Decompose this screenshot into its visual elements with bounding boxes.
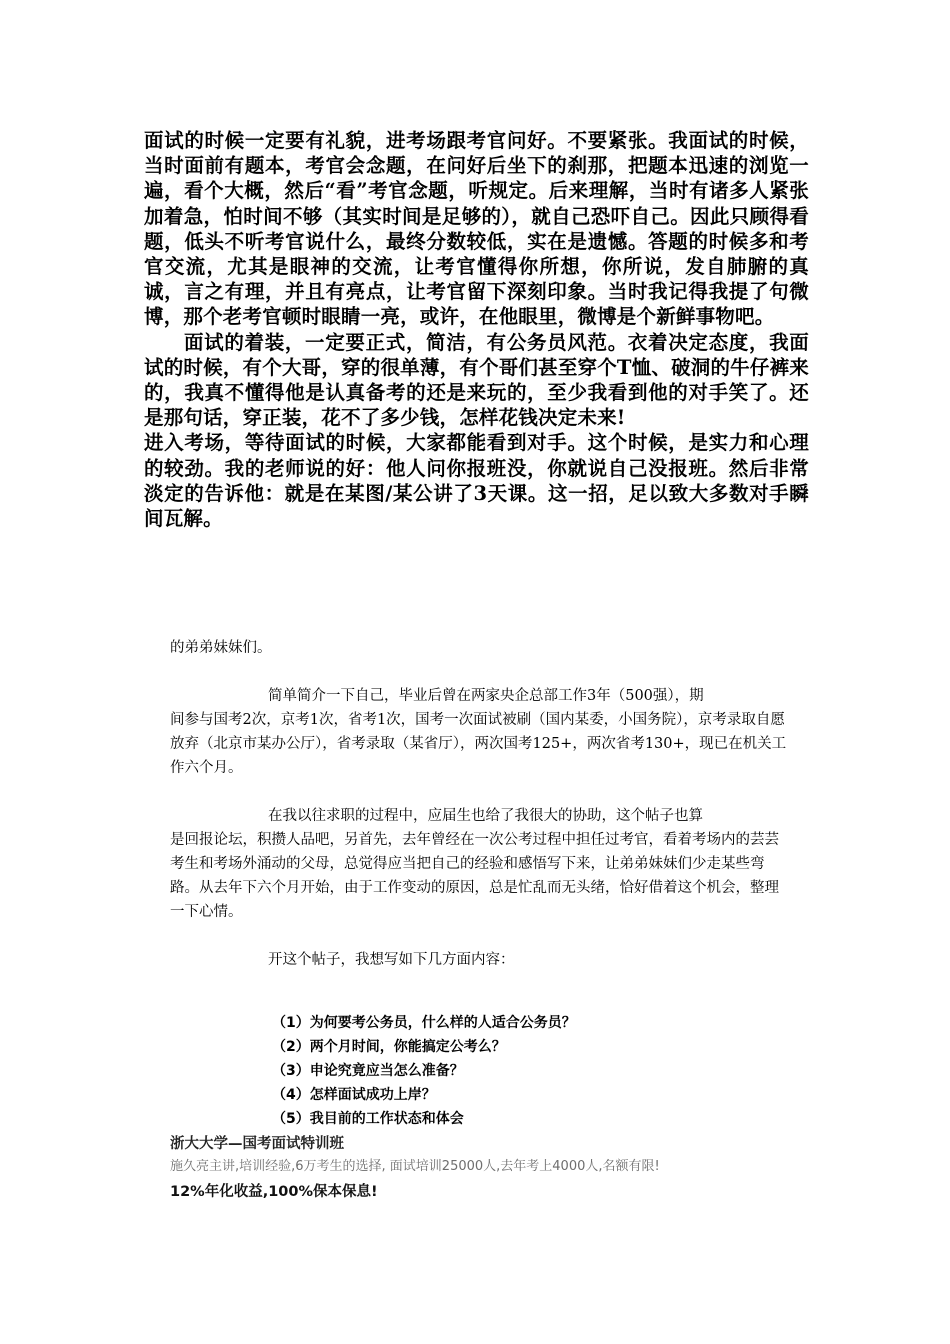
ad-title-link[interactable]: 浙大大学—国考面试特训班 <box>170 1136 344 1152</box>
topic-item: （1）为何要考公务员，什么样的人适合公务员？ <box>272 1015 576 1031</box>
paragraph-interview-attire: 面试的着装，一定要正式，简洁，有公务员风范。衣着决定态度，我面试的时候，有个大哥，穿的很单薄，有个哥们甚至穿个T恤、破洞的牛仔裤来的，我真不懂得他是认真备考的还是来玩的，至少我看到他的对手笑了。还是那句话，穿正装，花不了多少钱，怎样花钱决定未来! <box>144 330 809 430</box>
paragraph-plan: 开这个帖子，我想写如下几方面内容： <box>268 952 515 968</box>
topic-item: （3）申论究竟应当怎么准备？ <box>272 1063 464 1079</box>
ad-description: 施久亮主讲,培训经验,6万考生的选择, 面试培训25000人,去年考上4000人,名额有限! <box>170 1159 660 1174</box>
paragraph-reason-rest: 是回报论坛，积攒人品吧，另首先，去年曾经在一次公考过程中担任过考官，看着考场内的芸芸考生和考场外涌动的父母，总觉得应当把自己的经验和感悟写下来，让弟弟妹妹们少走某些弯路。从去年下六个月开始，由于工作变动的原因，总是忙乱而无头绪，恰好借着这个机会，整理一下心情。 <box>170 832 779 920</box>
interview-advice-section <box>144 128 809 531</box>
paragraph-opening: 的弟弟妹妹们。 <box>170 640 272 656</box>
topic-list <box>272 1011 576 1131</box>
paragraph-interview-etiquette: 面试的时候一定要有礼貌，进考场跟考官问好。不要紧张。我面试的时候，当时面前有题本，考官会念题，在问好后坐下的刹那，把题本迅速的浏览一遍，看个大概，然后“看”考官念题，听规定。后来理解，当时有诸多人紧张加着急，怕时间不够（其实时间是足够的），就自己恐吓自己。因此只顾得看题，低头不听考官说什么，最终分数较低，实在是遗憾。答题的时候多和考官交流，尤其是眼神的交流，让考官懂得你所想，你所说，发自肺腑的真诚，言之有理，并且有亮点，让考官留下深刻印象。当时我记得我提了句微博，那个老考官顿时眼睛一亮，或许，在他眼里，微博是个新鲜事物吧。 <box>144 129 809 329</box>
topic-item: （5）我目前的工作状态和体会 <box>272 1111 464 1127</box>
topic-item: （2）两个月时间，你能搞定公考么？ <box>272 1039 506 1055</box>
paragraph-intro-first-line: 简单简介一下自己，毕业后曾在两家央企总部工作3年（500强），期 <box>268 688 704 704</box>
forum-post-section <box>170 636 790 972</box>
advertisement-block <box>170 1133 790 1205</box>
ad-promo-link[interactable]: 12%年化收益,100%保本保息! <box>170 1184 378 1200</box>
paragraph-waiting-room: 进入考场，等待面试的时候，大家都能看到对手。这个时候，是实力和心理的较劲。我的老师说的好：他人问你报班没，你就说自己没报班。然后非常淡定的告诉他：就是在某图/某公讲了3天课。这一招，足以致大多数对手瞬间瓦解。 <box>144 431 809 531</box>
paragraph-intro-rest: 间参与国考2次，京考1次，省考1次，国考一次面试被刷（国内某委，小国务院），京考录取自愿放弃（北京市某办公厅），省考录取（某省厅），两次国考125+，两次省考130+，现已在机关工作六个月。 <box>170 712 787 776</box>
paragraph-reason-first-line: 在我以往求职的过程中，应届生也给了我很大的协助，这个帖子也算 <box>268 808 703 824</box>
topic-item: （4）怎样面试成功上岸？ <box>272 1087 436 1103</box>
